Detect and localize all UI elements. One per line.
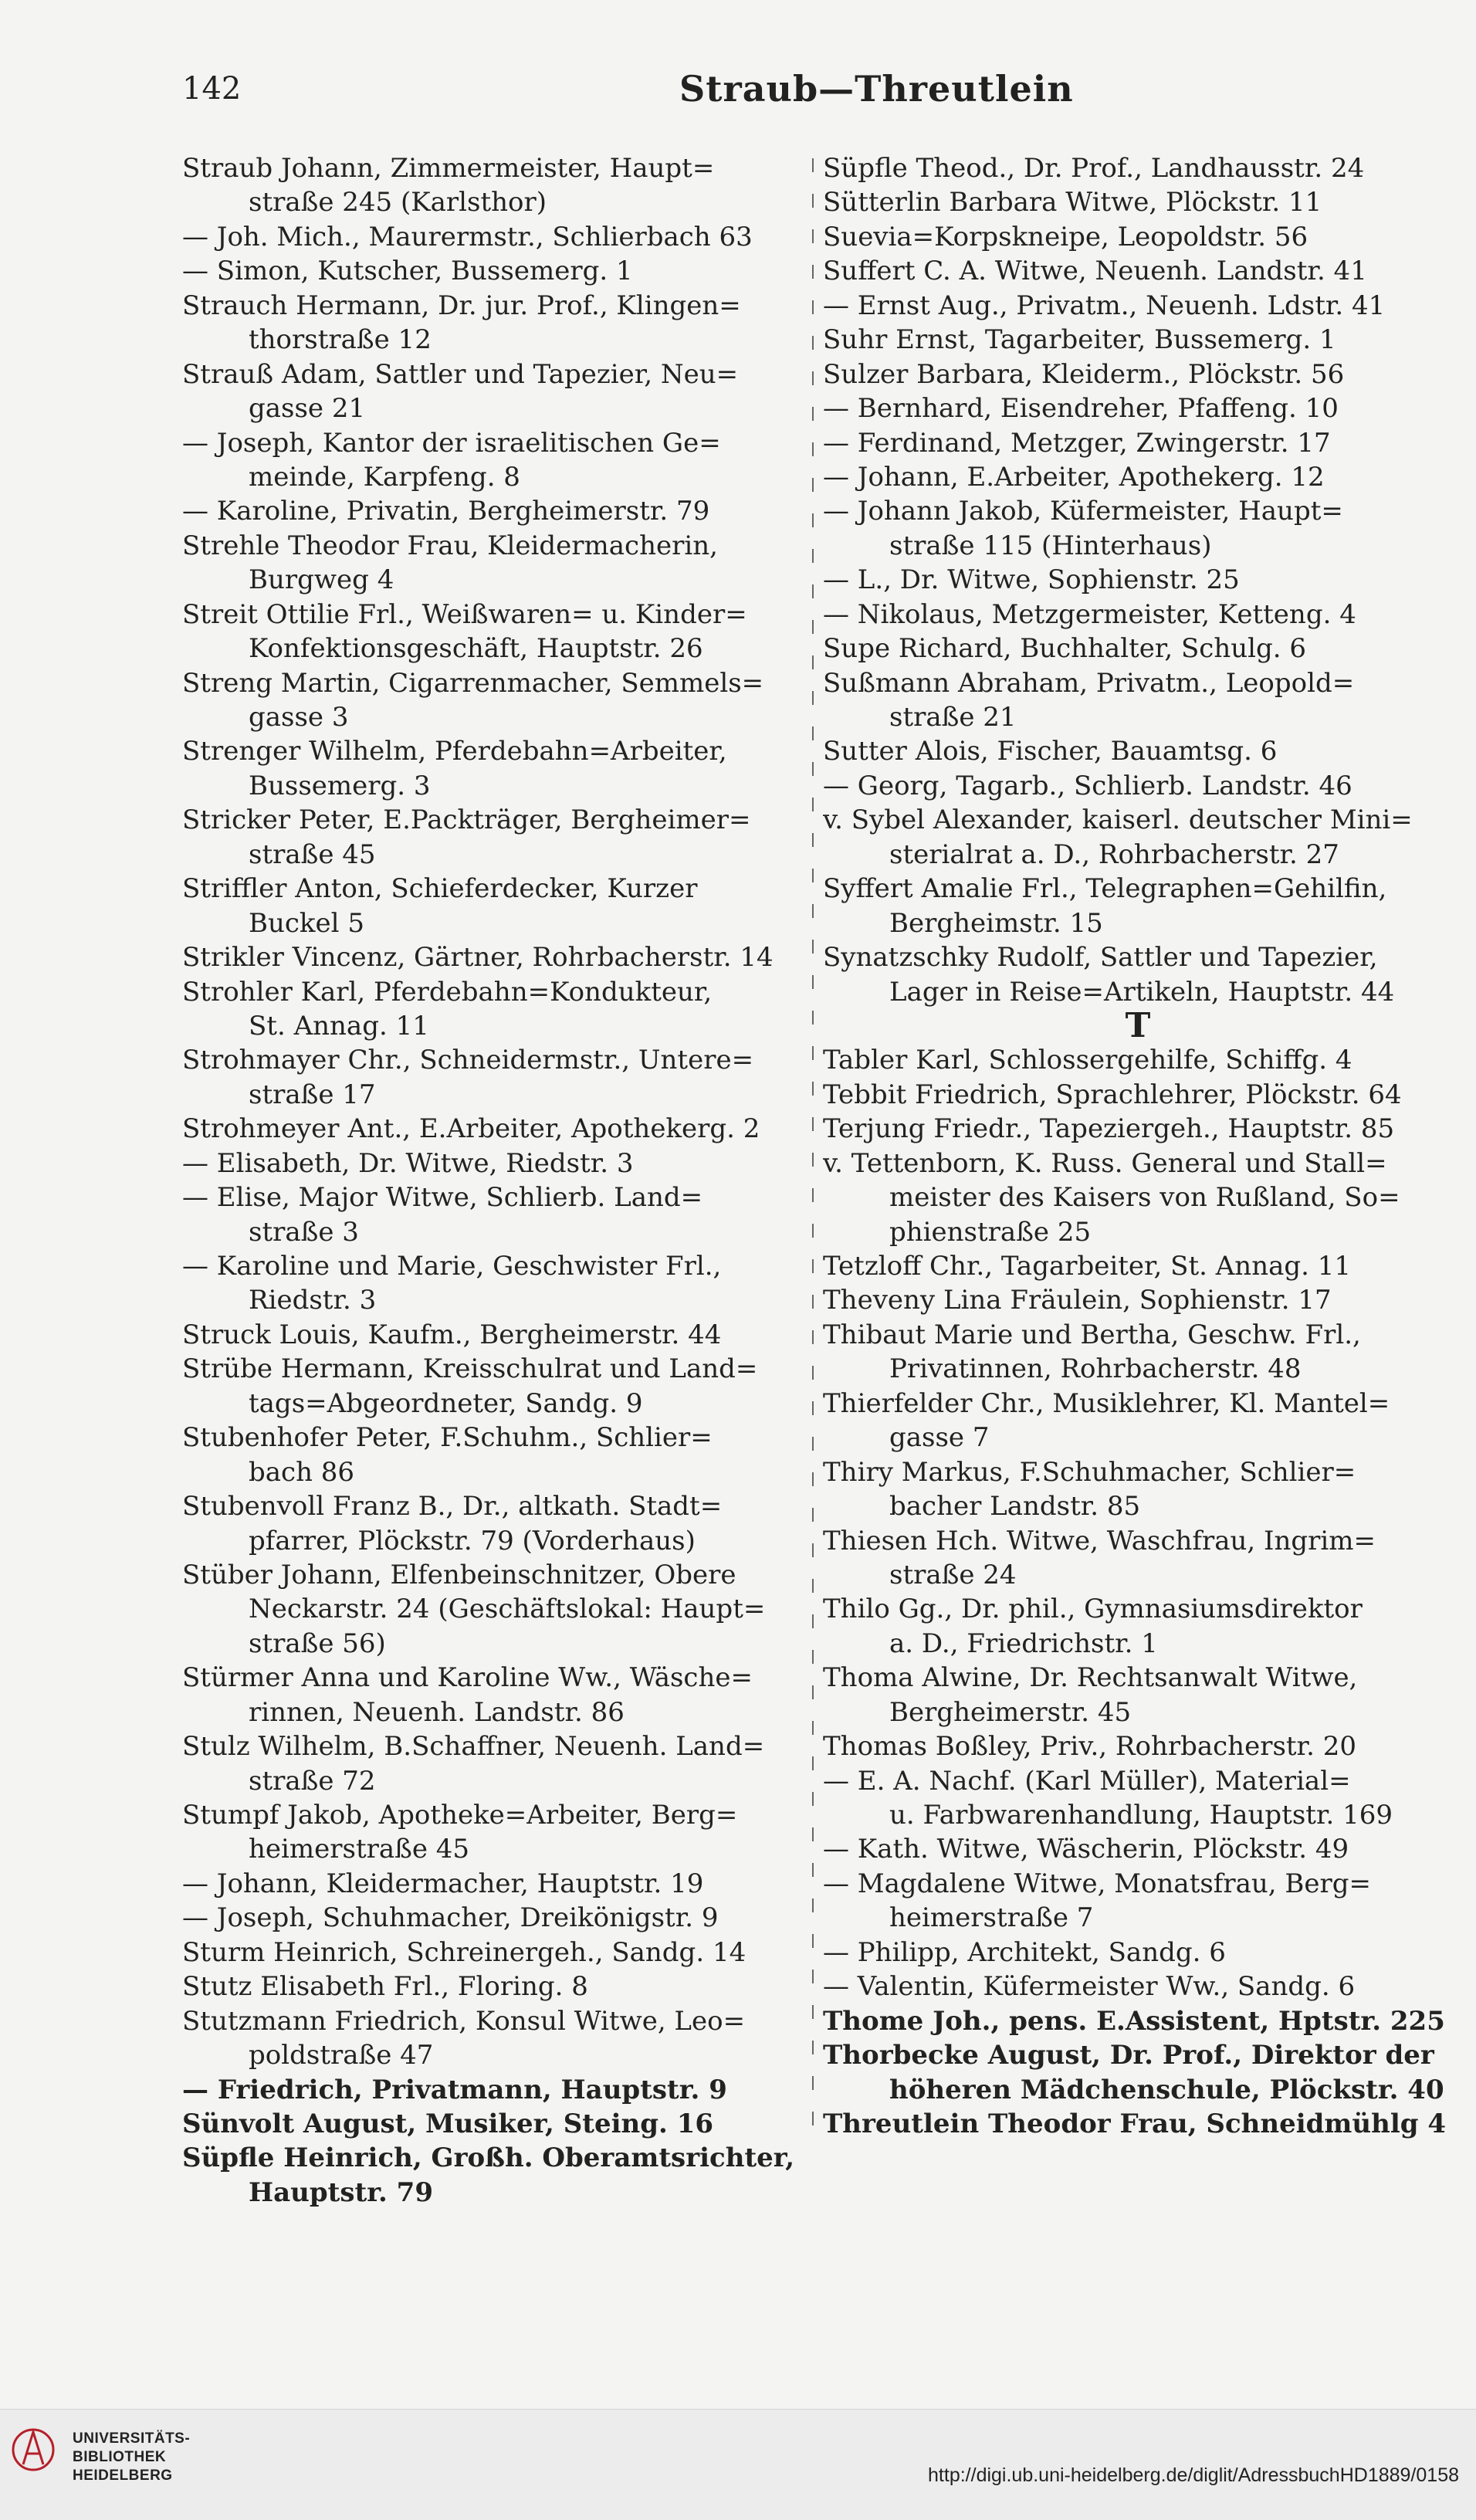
directory-entry-line: — Nikolaus, Metzgermeister, Ketteng. 4	[823, 598, 1356, 630]
library-name-line: BIBLIOTHEK	[73, 2449, 167, 2465]
directory-entry-line: Thiry Markus, F.Schuhmacher, Schlier=	[823, 1456, 1356, 1488]
directory-entry-line: v. Sybel Alexander, kaiserl. deutscher Mini=	[823, 804, 1413, 836]
directory-entry-line: — Bernhard, Eisendreher, Pfaffeng. 10	[823, 393, 1339, 425]
directory-entry-line: — Magdalene Witwe, Monatsfrau, Berg=	[823, 1868, 1372, 1899]
directory-entry-line: Stutzmann Friedrich, Konsul Witwe, Leo=	[182, 2005, 746, 2037]
directory-entry-line: Stulz Wilhelm, B.Schaffner, Neuenh. Land=	[182, 1731, 765, 1763]
directory-entry-line: — Karoline, Privatin, Bergheimerstr. 79	[182, 496, 710, 527]
directory-entry-line: Strehle Theodor Frau, Kleidermacherin,	[182, 530, 718, 561]
directory-entry-line: Theveny Lina Fräulein, Sophienstr. 17	[823, 1285, 1332, 1316]
directory-entry-line: — Ferdinand, Metzger, Zwingerstr. 17	[823, 427, 1331, 459]
column-divider	[812, 158, 814, 2135]
directory-entry-line: heimerstraße 7	[889, 1902, 1094, 1934]
directory-entry-line: Thoma Alwine, Dr. Rechtsanwalt Witwe,	[823, 1662, 1358, 1694]
directory-entry-line: Stubenvoll Franz B., Dr., altkath. Stadt=	[182, 1491, 723, 1522]
directory-entry-line: Streng Martin, Cigarrenmacher, Semmels=	[182, 667, 764, 699]
directory-entry-line: — Joseph, Schuhmacher, Dreikönigstr. 9	[182, 1902, 719, 1934]
directory-entry-line: — Elisabeth, Dr. Witwe, Riedstr. 3	[182, 1147, 634, 1179]
directory-entry-line: Suevia=Korpskneipe, Leopoldstr. 56	[823, 221, 1308, 252]
directory-entry-line: pfarrer, Plöckstr. 79 (Vorderhaus)	[249, 1525, 696, 1556]
directory-entry-line: meister des Kaisers von Rußland, So=	[889, 1182, 1400, 1214]
directory-entry-line: Süpfle Heinrich, Großh. Oberamtsrichter,	[182, 2142, 795, 2174]
directory-entry-line: Thome Joh., pens. E.Assistent, Hptstr. 225	[823, 2005, 1445, 2037]
directory-entry-line: Straub Johann, Zimmermeister, Haupt=	[182, 153, 715, 184]
directory-entry-line: — Ernst Aug., Privatm., Neuenh. Ldstr. 41	[823, 290, 1386, 321]
directory-entry-line: — Simon, Kutscher, Bussemerg. 1	[182, 256, 633, 287]
directory-entry-line: Konfektionsgeschäft, Hauptstr. 26	[249, 633, 703, 665]
directory-entry-line: Syffert Amalie Frl., Telegraphen=Gehilfin,	[823, 873, 1387, 905]
directory-entry-line: — Johann Jakob, Küfermeister, Haupt=	[823, 496, 1343, 527]
directory-entry-line: Supe Richard, Buchhalter, Schulg. 6	[823, 633, 1306, 665]
library-name-line: HEIDELBERG	[73, 2468, 173, 2484]
directory-entry-line: Süpfle Theod., Dr. Prof., Landhausstr. 24	[823, 153, 1365, 184]
page-title: Straub—Threutlein	[679, 68, 1074, 110]
directory-entry-line: rinnen, Neuenh. Landstr. 86	[249, 1696, 625, 1728]
directory-entry-line: Sünvolt August, Musiker, Steing. 16	[182, 2108, 714, 2139]
directory-entry-line: straße 17	[249, 1079, 376, 1110]
directory-entry-line: Threutlein Theodor Frau, Schneidmühlg 4	[823, 2108, 1447, 2139]
directory-entry-line: straße 56)	[249, 1628, 386, 1659]
directory-entry-line: straße 24	[889, 1559, 1017, 1590]
directory-entry-line: Strikler Vincenz, Gärtner, Rohrbacherstr. 14	[182, 942, 774, 974]
directory-entry-line: — Joh. Mich., Maurermstr., Schlierbach 63	[182, 221, 753, 252]
page-number: 142	[182, 71, 242, 107]
directory-entry-line: phienstraße 25	[889, 1216, 1092, 1248]
directory-entry-line: Tetzloff Chr., Tagarbeiter, St. Annag. 11	[823, 1251, 1352, 1282]
directory-entry-line: Thierfelder Chr., Musiklehrer, Kl. Mantel=	[823, 1387, 1390, 1419]
directory-entry-line: — Friedrich, Privatmann, Hauptstr. 9	[182, 2074, 727, 2105]
directory-entry-line: — Joseph, Kantor der israelitischen Ge=	[182, 427, 721, 459]
directory-entry-line: Sußmann Abraham, Privatm., Leopold=	[823, 667, 1355, 699]
directory-entry-line: straße 21	[889, 702, 1017, 733]
library-name-line: UNIVERSITÄTS-	[73, 2430, 191, 2447]
directory-entry-line: bacher Landstr. 85	[889, 1491, 1141, 1522]
directory-entry-line: a. D., Friedrichstr. 1	[889, 1628, 1158, 1659]
directory-entry-line: — Valentin, Küfermeister Ww., Sandg. 6	[823, 1971, 1356, 2003]
directory-entry-line: Strauß Adam, Sattler und Tapezier, Neu=	[182, 358, 739, 390]
directory-entry-line: Terjung Friedr., Tapeziergeh., Hauptstr. 85	[823, 1113, 1395, 1145]
directory-entry-line: Suffert C. A. Witwe, Neuenh. Landstr. 41	[823, 256, 1367, 287]
directory-entry-line: gasse 21	[249, 393, 366, 425]
directory-entry-line: gasse 7	[889, 1422, 990, 1454]
directory-entry-line: Stutz Elisabeth Frl., Floring. 8	[182, 1971, 588, 2003]
directory-entry-line: höheren Mädchenschule, Plöckstr. 40	[889, 2074, 1444, 2105]
directory-entry-line: Tabler Karl, Schlossergehilfe, Schiffg. 4	[823, 1045, 1352, 1076]
directory-entry-line: bach 86	[249, 1456, 355, 1488]
section-letter: T	[1125, 1008, 1151, 1044]
directory-entry-line: Bussemerg. 3	[249, 770, 431, 801]
directory-entry-line: sterialrat a. D., Rohrbacherstr. 27	[889, 838, 1339, 870]
directory-entry-line: Stricker Peter, E.Packträger, Bergheimer=	[182, 804, 751, 836]
directory-entry-line: poldstraße 47	[249, 2040, 434, 2071]
directory-entry-line: Thomas Boßley, Priv., Rohrbacherstr. 20	[823, 1731, 1356, 1763]
directory-entry-line: St. Annag. 11	[249, 1010, 429, 1042]
directory-entry-line: Thiesen Hch. Witwe, Waschfrau, Ingrim=	[823, 1525, 1376, 1556]
directory-entry-line: Strohmayer Chr., Schneidermstr., Untere=	[182, 1045, 754, 1076]
directory-entry-line: straße 3	[249, 1216, 359, 1248]
directory-entry-line: Strübe Hermann, Kreisschulrat und Land=	[182, 1353, 758, 1385]
directory-entry-line: Strohler Karl, Pferdebahn=Kondukteur,	[182, 976, 713, 1008]
directory-entry-line: — L., Dr. Witwe, Sophienstr. 25	[823, 564, 1240, 596]
directory-entry-line: Sutter Alois, Fischer, Bauamtsg. 6	[823, 736, 1278, 767]
directory-entry-line: Stubenhofer Peter, F.Schuhm., Schlier=	[182, 1422, 713, 1454]
directory-entry-line: — Kath. Witwe, Wäscherin, Plöckstr. 49	[823, 1834, 1349, 1865]
directory-entry-line: heimerstraße 45	[249, 1834, 470, 1865]
directory-entry-line: — Karoline und Marie, Geschwister Frl.,	[182, 1251, 722, 1282]
directory-entry-line: Tebbit Friedrich, Sprachlehrer, Plöckstr. 64	[823, 1079, 1402, 1110]
directory-entry-line: — Philipp, Architekt, Sandg. 6	[823, 1936, 1226, 1968]
directory-entry-line: Stüber Johann, Elfenbeinschnitzer, Obere	[182, 1559, 736, 1590]
directory-entry-line: straße 245 (Karlsthor)	[249, 187, 547, 218]
directory-entry-line: tags=Abgeordneter, Sandg. 9	[249, 1387, 643, 1419]
directory-entry-line: — Johann, E.Arbeiter, Apothekerg. 12	[823, 461, 1325, 493]
directory-entry-line: Burgweg 4	[249, 564, 394, 596]
directory-entry-line: Sturm Heinrich, Schreinergeh., Sandg. 14	[182, 1936, 746, 1968]
directory-entry-line: Bergheimerstr. 45	[889, 1696, 1132, 1728]
directory-entry-line: straße 45	[249, 838, 376, 870]
left-column	[182, 151, 806, 2210]
directory-entry-line: Riedstr. 3	[249, 1285, 377, 1316]
directory-entry-line: straße 115 (Hinterhaus)	[889, 530, 1212, 561]
directory-entry-line: Struck Louis, Kaufm., Bergheimerstr. 44	[182, 1319, 722, 1350]
directory-entry-line: straße 72	[249, 1765, 376, 1797]
directory-entry-line: v. Tettenborn, K. Russ. General und Stall=	[823, 1147, 1387, 1179]
directory-entry-line: Strohmeyer Ant., E.Arbeiter, Apothekerg. 2	[182, 1113, 760, 1145]
directory-entry-line: Thorbecke August, Dr. Prof., Direktor der	[823, 2040, 1434, 2071]
directory-entry-line: — E. A. Nachf. (Karl Müller), Material=	[823, 1765, 1351, 1797]
directory-entry-line: Suhr Ernst, Tagarbeiter, Bussemerg. 1	[823, 324, 1336, 356]
source-url-link[interactable]: http://digi.ub.uni-heidelberg.de/diglit/AdressbuchHD1889/0158	[928, 2464, 1459, 2486]
directory-entry-line: meinde, Karpfeng. 8	[249, 461, 520, 493]
directory-entry-line: Stumpf Jakob, Apotheke=Arbeiter, Berg=	[182, 1800, 738, 1831]
directory-entry-line: Strauch Hermann, Dr. jur. Prof., Klingen=	[182, 290, 741, 321]
directory-entry-line: — Johann, Kleidermacher, Hauptstr. 19	[182, 1868, 704, 1899]
directory-entry-line: Strenger Wilhelm, Pferdebahn=Arbeiter,	[182, 736, 727, 767]
directory-entry-line: Synatzschky Rudolf, Sattler und Tapezier,	[823, 942, 1378, 974]
directory-entry-line: — Georg, Tagarb., Schlierb. Landstr. 46	[823, 770, 1352, 801]
directory-entry-line: Lager in Reise=Artikeln, Hauptstr. 44	[889, 976, 1395, 1008]
directory-entry-line: Thibaut Marie und Bertha, Geschw. Frl.,	[823, 1319, 1361, 1350]
directory-entry-line: Sulzer Barbara, Kleiderm., Plöckstr. 56	[823, 358, 1345, 390]
right-column	[823, 151, 1453, 2141]
directory-entry-line: Sütterlin Barbara Witwe, Plöckstr. 11	[823, 187, 1322, 218]
directory-entry-line: Privatinnen, Rohrbacherstr. 48	[889, 1353, 1302, 1385]
directory-entry-line: Thilo Gg., Dr. phil., Gymnasiumsdirektor	[823, 1594, 1363, 1625]
university-seal-icon	[11, 2417, 56, 2483]
directory-entry-line: Streit Ottilie Frl., Weißwaren= u. Kinder=	[182, 598, 747, 630]
directory-entry-line: Bergheimstr. 15	[889, 907, 1103, 939]
directory-entry-line: Neckarstr. 24 (Geschäftslokal: Haupt=	[249, 1594, 766, 1625]
directory-entry-line: Hauptstr. 79	[249, 2176, 433, 2208]
directory-entry-line: Buckel 5	[249, 907, 364, 939]
directory-entry-line: Stürmer Anna und Karoline Ww., Wäsche=	[182, 1662, 753, 1694]
directory-entry-line: gasse 3	[249, 702, 349, 733]
directory-entry-line: — Elise, Major Witwe, Schlierb. Land=	[182, 1182, 703, 1214]
directory-entry-line: thorstraße 12	[249, 324, 432, 356]
directory-entry-line: Striffler Anton, Schieferdecker, Kurzer	[182, 873, 698, 905]
directory-entry-line: u. Farbwarenhandlung, Hauptstr. 169	[889, 1800, 1393, 1831]
